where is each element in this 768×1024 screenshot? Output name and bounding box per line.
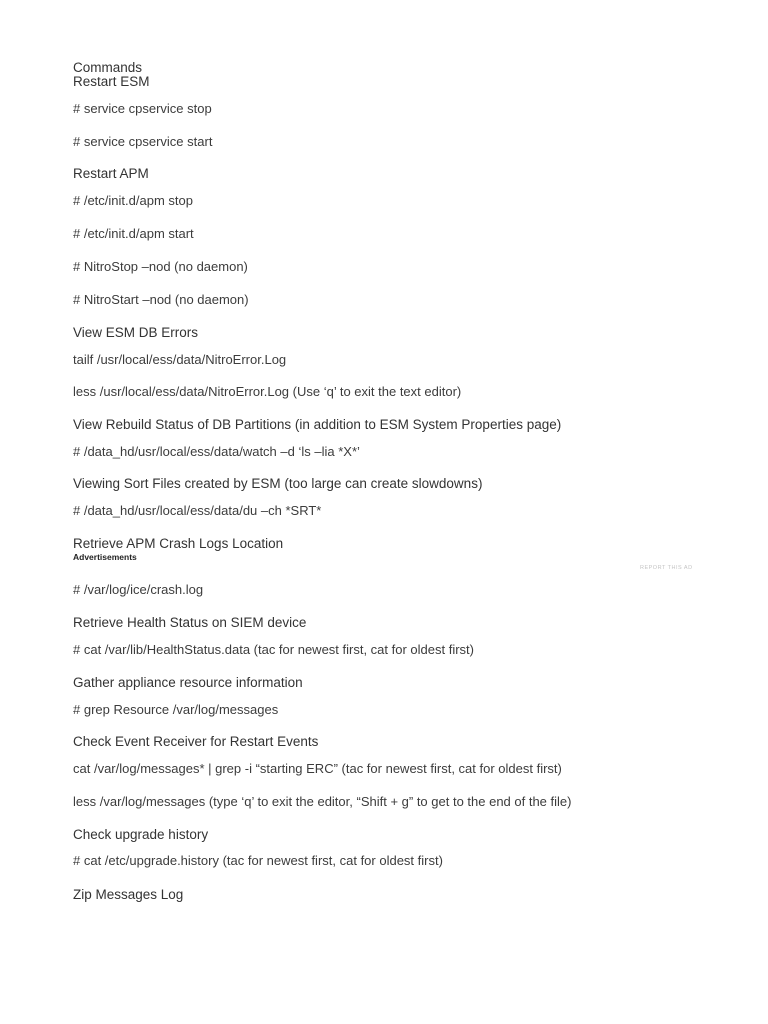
section-heading: View ESM DB Errors	[73, 325, 199, 340]
section-heading: Retrieve Health Status on SIEM device	[73, 615, 307, 630]
section-heading: View Rebuild Status of DB Partitions (in addition to ESM System Properties page)	[73, 417, 562, 432]
document-title: Commands	[73, 60, 143, 75]
command-line: # service cpservice stop	[73, 101, 212, 116]
command-line: # /etc/init.d/apm start	[73, 226, 194, 241]
section-heading: Restart ESM	[73, 74, 150, 89]
command-line: # cat /var/lib/HealthStatus.data (tac for newest first, cat for oldest first)	[73, 642, 474, 657]
command-line: # grep Resource /var/log/messages	[73, 702, 279, 717]
section-heading: Viewing Sort Files created by ESM (too large can create slowdowns)	[73, 476, 483, 491]
command-line: less /var/log/messages (type ‘q’ to exit the editor, “Shift + g” to get to the end of the file)	[73, 794, 572, 809]
section-heading: Restart APM	[73, 166, 149, 181]
report-ad-link[interactable]: REPORT THIS AD	[640, 565, 693, 571]
command-line: cat /var/log/messages* | grep -i “starting ERC” (tac for newest first, cat for oldest first)	[73, 761, 562, 776]
command-line: # service cpservice start	[73, 134, 213, 149]
section-heading: Retrieve APM Crash Logs Location	[73, 536, 284, 551]
section-heading: Check upgrade history	[73, 827, 209, 842]
command-line: # cat /etc/upgrade.history (tac for newest first, cat for oldest first)	[73, 853, 443, 868]
advertisements-label: Advertisements	[73, 552, 137, 562]
command-line: tailf /usr/local/ess/data/NitroError.Log	[73, 352, 287, 367]
command-line: # /data_hd/usr/local/ess/data/du –ch *SRT*	[73, 503, 322, 518]
command-line: # /var/log/ice/crash.log	[73, 582, 204, 597]
command-line: # /etc/init.d/apm stop	[73, 193, 193, 208]
section-heading: Zip Messages Log	[73, 887, 184, 902]
command-line: less /usr/local/ess/data/NitroError.Log (Use ‘q’ to exit the text editor)	[73, 384, 462, 399]
command-line: # NitroStop –nod (no daemon)	[73, 259, 248, 274]
command-line: # /data_hd/usr/local/ess/data/watch –d ‘ls –lia *X*’	[73, 444, 360, 459]
section-heading: Check Event Receiver for Restart Events	[73, 734, 319, 749]
command-line: # NitroStart –nod (no daemon)	[73, 292, 249, 307]
section-heading: Gather appliance resource information	[73, 675, 303, 690]
